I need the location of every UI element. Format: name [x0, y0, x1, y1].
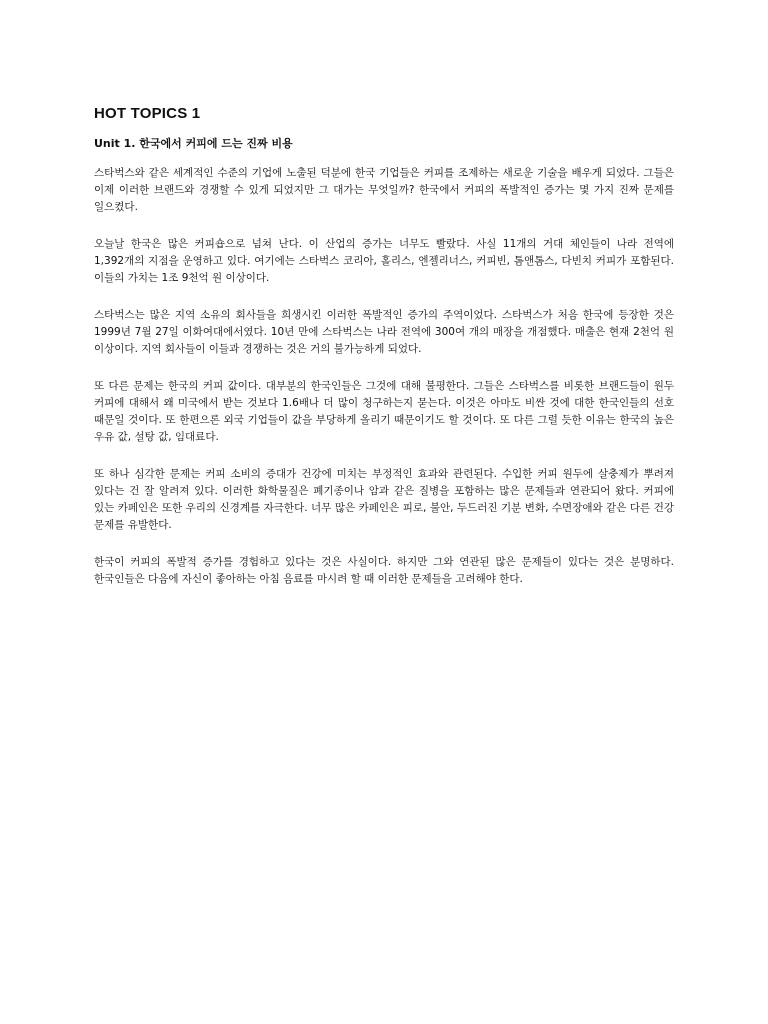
document-title: HOT TOPICS 1	[94, 105, 201, 122]
paragraph-health: 또 하나 심각한 문제는 커피 소비의 증대가 건강에 미치는 부정적인 효과와 관련된다. 수입한 커피 원두에 살충제가 뿌려져 있다는 건 잘 알려져 있다. 이러한 화학물질은 폐기종이나 암과 같은 질병을 포함하는 많은 문제들과 연관되어 왔다. 커피에 있는 카페인은 또한 우리의 신경계를 자극한다. 너무 많은 카페인은 피로, 불안, 두드러진 기분 변화, 수면장애와 같은 다른 건강 문제를 유발한다.	[94, 468, 674, 531]
paragraph-starbucks: 스타벅스는 많은 지역 소유의 회사들을 희생시킨 이러한 폭발적인 증가의 주역이었다. 스타벅스가 처음 한국에 등장한 것은 1999년 7월 27일 이화여대에서였다. 10년 만에 스타벅스는 나라 전역에 300여 개의 매장을 개점했다. 매출은 현재 2천억 원 이상이다. 지역 회사들이 이들과 경쟁하는 것은 거의 불가능하게 되었다.	[94, 309, 674, 355]
paragraph-conclusion: 한국이 커피의 폭발적 증가를 경험하고 있다는 것은 사실이다. 하지만 그와 연관된 많은 문제들이 있다는 것은 분명하다. 한국인들은 다음에 자신이 좋아하는 아침 음료를 마시려 할 때 이러한 문제들을 고려해야 한다.	[94, 556, 674, 585]
paragraph-coffee-price: 또 다른 문제는 한국의 커피 값이다. 대부분의 한국인들은 그것에 대해 불평한다. 그들은 스타벅스를 비롯한 브랜드들이 원두 커피에 대해서 왜 미국에서 받는 것보다 1.6배나 더 많이 청구하는지 묻는다. 이것은 아마도 비싼 것에 대한 한국인들의 선호 때문일 것이다. 또 한편으론 외국 기업들이 값을 부당하게 올리기 때문이기도 할 것이다. 또 다른 그럴 듯한 이유는 한국의 높은 우유 값, 설탕 값, 임대료다.	[94, 380, 674, 443]
paragraph-coffee-shops: 오늘날 한국은 많은 커피숍으로 넘쳐 난다. 이 산업의 증가는 너무도 빨랐다. 사실 11개의 거대 체인들이 나라 전역에 1,392개의 지점을 운영하고 있다. 여기에는 스타벅스 코리아, 홀리스, 엔젤리너스, 커피빈, 톰앤톰스, 다빈치 커피가 포함된다. 이들의 가치는 1조 9천억 원 이상이다.	[94, 238, 674, 284]
document-body	[94, 104, 674, 608]
paragraph-intro: 스타벅스와 같은 세계적인 수준의 기업에 노출된 덕분에 한국 기업들은 커피를 조제하는 새로운 기술을 배우게 되었다. 그들은 이제 이러한 브랜드와 경쟁할 수 있게 되었지만 그 대가는 무엇일까? 한국에서 커피의 폭발적인 증가는 몇 가지 진짜 문제를 일으켰다.	[94, 167, 674, 213]
unit-heading: Unit 1. 한국에서 커피에 드는 진짜 비용	[94, 137, 293, 150]
